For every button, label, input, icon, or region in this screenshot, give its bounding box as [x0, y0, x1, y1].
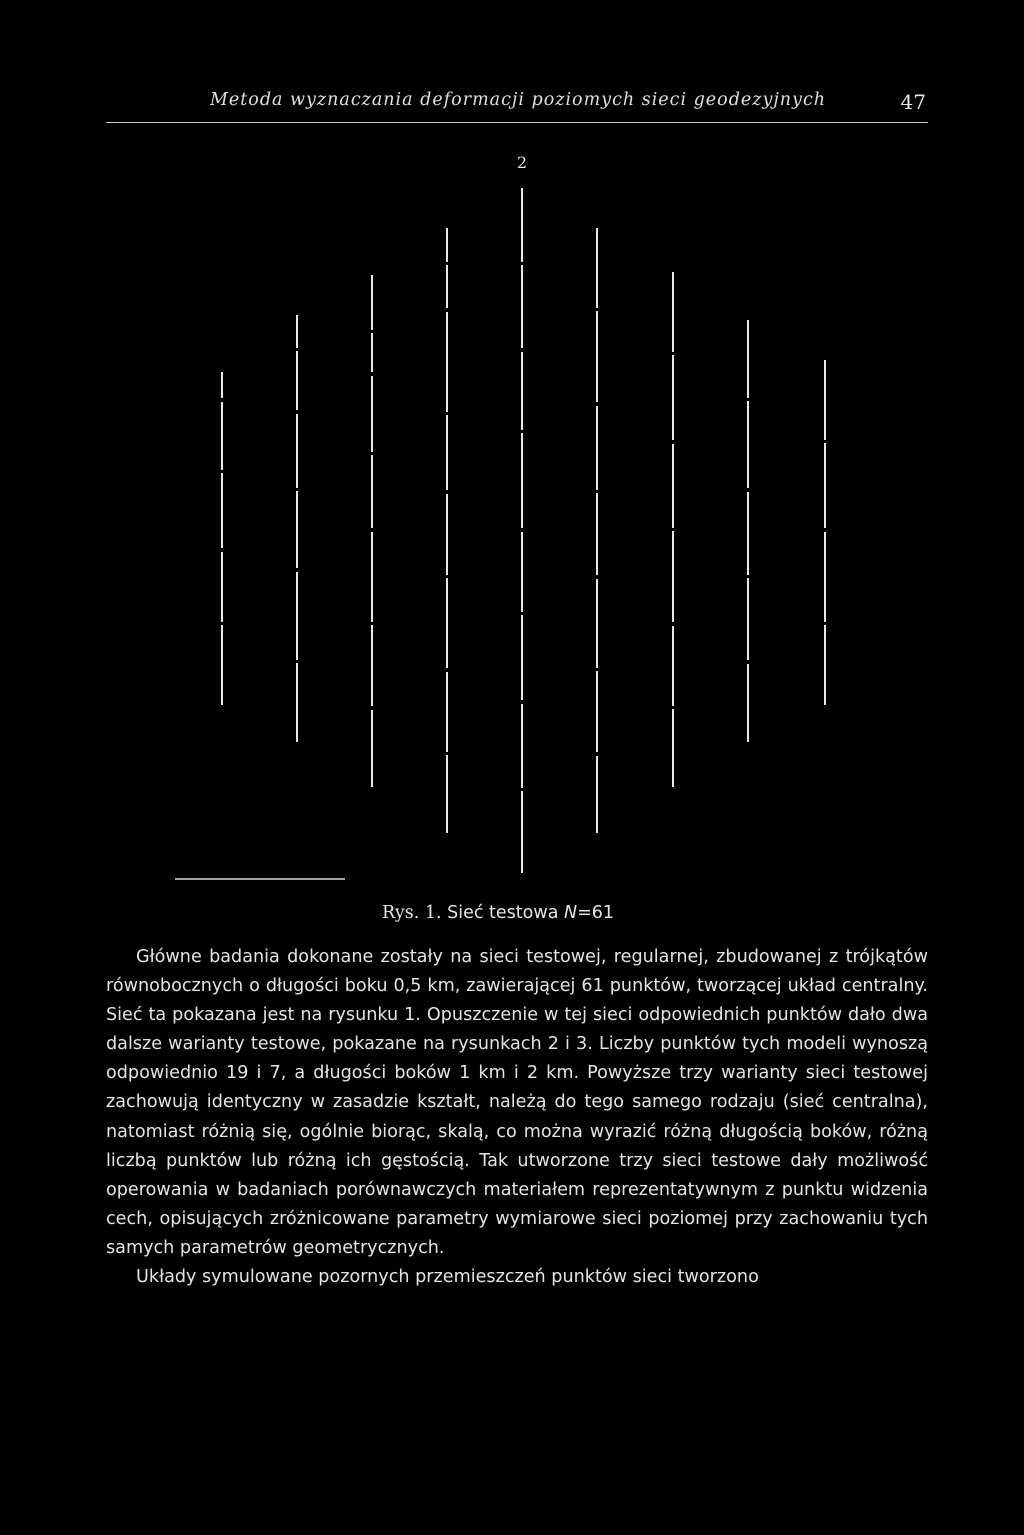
- paragraph-1: Główne badania dokonane zostały na sieci testowej, regularnej, zbudowanej z trójkątów równobocznych o długości boku 0,5 km, zawierającej 61 punktów, tworzącej układ centralny. Sieć ta pokazana jest na rysunku 1. Opuszczenie w tej sieci odpowiednich punktów dało dwa dalsze warianty testowe, pokazane na rysunkach 2 i 3. Liczby punktów tych modeli wynoszą odpowiednio 19 i 7, a długości boków 1 km i 2 km. Powyższe trzy warianty sieci testowej zachowują identyczny w zasadzie kształt, należą do tego samego rodzaju (sieć centralna), natomiast różnią się, ogólnie biorąc, skalą, co można wyrazić różną długością boków, różną liczbą punktów lub różną ich gęstością. Tak utworzone trzy sieci testowe dały możliwość operowania w badaniach porównawczych materiałem reprezentatywnym z punktu widzenia cech, opisujących zróżnicowane parametry wymiarowe sieci poziomej przy zachowaniu tych samych parametrów geometrycznych.: [106, 947, 928, 1258]
- page-number: 47: [900, 90, 926, 114]
- running-title: Metoda wyznaczania deformacji poziomych sieci geodezyjnych: [210, 90, 827, 110]
- column-gaps: [218, 262, 829, 791]
- body-text: [106, 943, 928, 1292]
- caption-value: =61: [577, 903, 615, 923]
- caption-symbol: N: [564, 903, 578, 923]
- caption-text: Sieć testowa: [447, 903, 559, 923]
- figure-top-label: 2: [516, 153, 528, 172]
- paragraph-2: Układy symulowane pozornych przemieszczeń punktów sieci tworzono: [136, 1267, 759, 1288]
- figure-caption: [382, 903, 614, 923]
- caption-prefix: Rys. 1.: [382, 903, 442, 923]
